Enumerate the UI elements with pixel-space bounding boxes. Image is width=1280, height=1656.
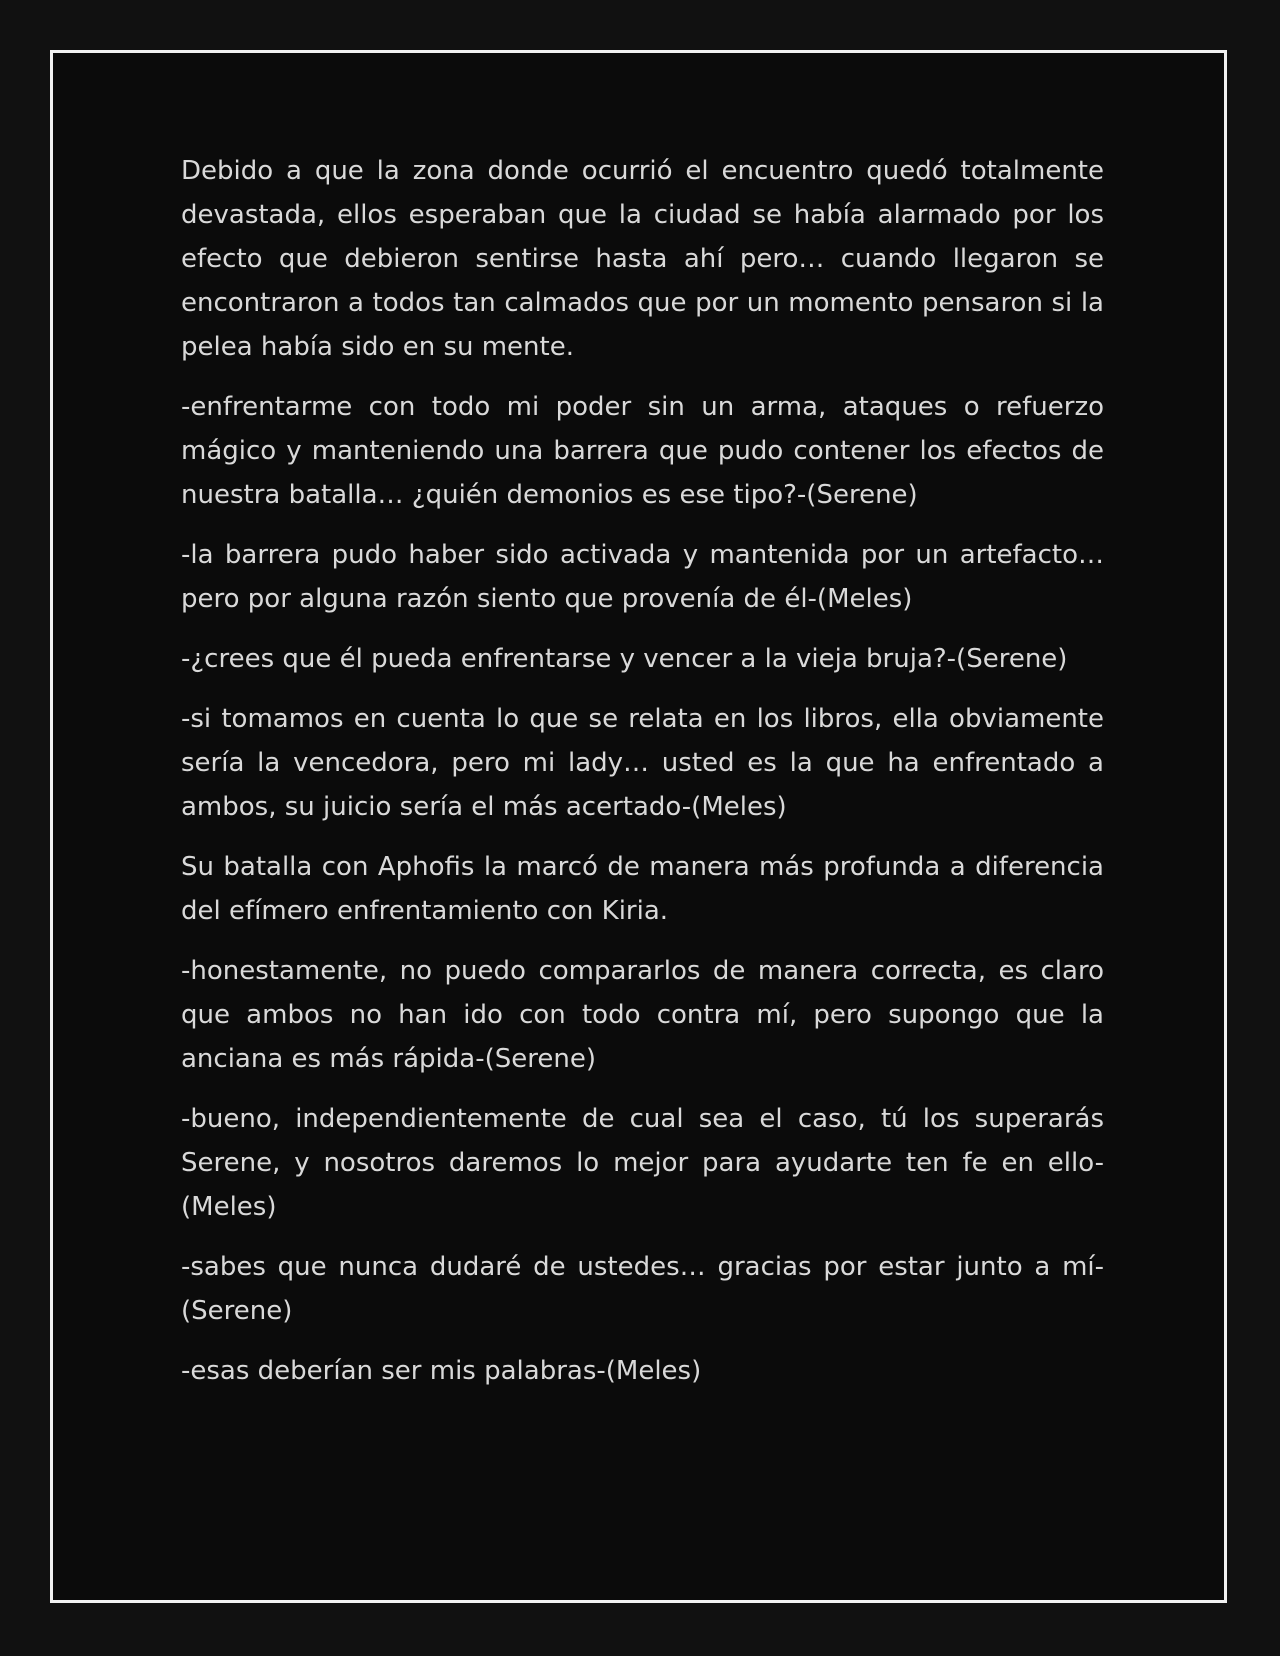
- paragraph-narration-2: Su batalla con Aphofis la marcó de manera más profunda a diferencia del efímero enfrentamiento con Kiria.: [181, 852, 1104, 926]
- paragraph-dialogue-meles-1: -la barrera pudo haber sido activada y mantenida por un artefacto… pero por alguna razón siento que provenía de él-(Meles): [181, 540, 1104, 614]
- paragraph-narration-1: Debido a que la zona donde ocurrió el encuentro quedó totalmente devastada, ellos esperaban que la ciudad se había alarmado por los efecto que debieron sentirse hasta ahí pero… cuando llegaron se encontraron a todos tan calmados que por un momento pensaron si la pelea había sido en su mente.: [181, 156, 1104, 362]
- paragraph-dialogue-serene-3: -honestamente, no puedo compararlos de manera correcta, es claro que ambos no han ido con todo contra mí, pero supongo que la anciana es más rápida-(Serene): [181, 956, 1104, 1074]
- paragraph-dialogue-serene-1: -enfrentarme con todo mi poder sin un arma, ataques o refuerzo mágico y manteniendo una barrera que pudo contener los efectos de nuestra batalla… ¿quién demonios es ese tipo?-(Serene): [181, 392, 1104, 510]
- paragraph-dialogue-meles-2: -si tomamos en cuenta lo que se relata en los libros, ella obviamente sería la vencedora, pero mi lady… usted es la que ha enfrentado a ambos, su juicio sería el más acertado-(Meles): [181, 704, 1104, 822]
- text-body: [181, 149, 1104, 1409]
- paragraph-dialogue-serene-2: -¿crees que él pueda enfrentarse y vencer a la vieja bruja?-(Serene): [181, 644, 1068, 674]
- paragraph-dialogue-serene-4: -sabes que nunca dudaré de ustedes… gracias por estar junto a mí-(Serene): [181, 1252, 1104, 1326]
- page-frame: [50, 50, 1227, 1603]
- paragraph-dialogue-meles-3: -bueno, independientemente de cual sea el caso, tú los superarás Serene, y nosotros daremos lo mejor para ayudarte ten fe en ello-(Meles): [181, 1104, 1104, 1222]
- paragraph-dialogue-meles-4: -esas deberían ser mis palabras-(Meles): [181, 1356, 702, 1386]
